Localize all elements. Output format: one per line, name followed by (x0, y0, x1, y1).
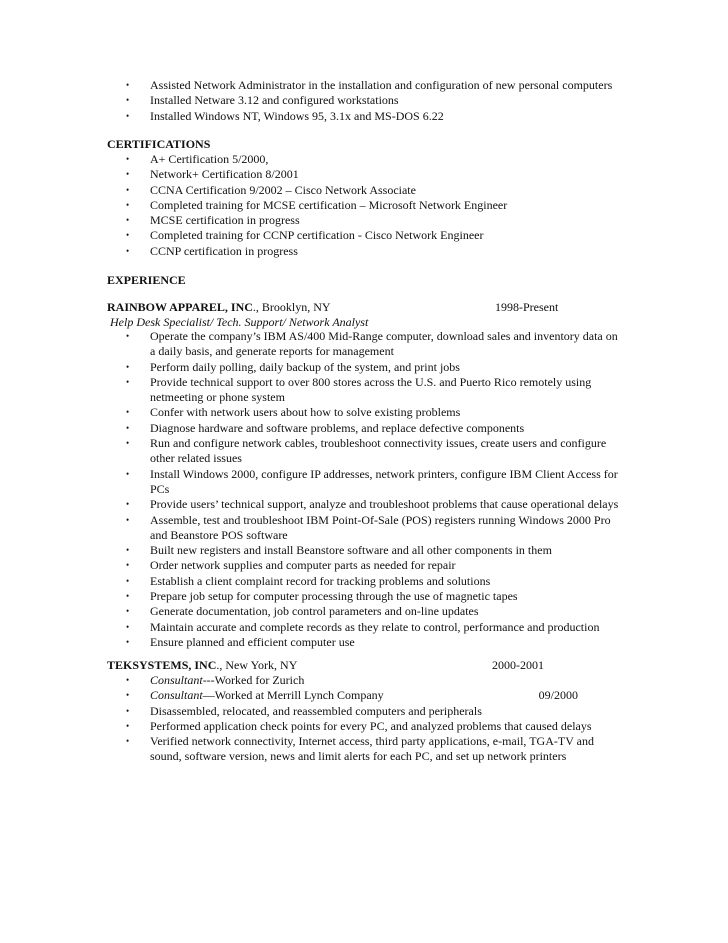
list-item: • Ensure planned and efficient computer use (126, 634, 355, 649)
list-item: • Built new registers and install Beanstore software and all other components in them (126, 543, 552, 558)
bullet-icon: • (126, 331, 130, 341)
list-item: • MCSE certification in progress (126, 213, 300, 228)
list-item: • Completed training for MCSE certification – Microsoft Network Engineer (126, 197, 508, 212)
bullet-icon: • (126, 720, 130, 731)
job-title: Help Desk Specialist/ Tech. Support/ Network Analyst (110, 315, 369, 329)
bullet-icon: • (126, 361, 130, 372)
bullet-icon: • (126, 621, 130, 632)
bullet-icon: • (126, 199, 130, 210)
company-name: TEKSYSTEMS, INC (107, 658, 217, 672)
list-item: • A+ Certification 5/2000, (126, 152, 269, 166)
list-item: • Establish a client complaint record for tracking problems and solutions (126, 573, 491, 588)
consultant-role: Consultant (150, 673, 203, 687)
bullet-icon: • (126, 545, 130, 556)
consultant-role: Consultant (150, 688, 203, 703)
bullet-icon: • (126, 230, 130, 241)
list-item: • Assisted Network Administrator in the installation and configuration of new personal computers (126, 78, 613, 92)
certifications-list (0, 152, 620, 259)
list-item: • Consultant---Worked for Zurich (126, 673, 305, 687)
bullet-icon: • (126, 169, 130, 180)
bullet-icon: • (126, 514, 130, 525)
bullet-icon: • (126, 591, 130, 602)
bullet-icon: • (126, 422, 130, 433)
list-item: • Perform daily polling, daily backup of the system, and print jobs (126, 359, 460, 374)
list-item: • Diagnose hardware and software problems, and replace defective components (126, 420, 525, 435)
bullet-icon: • (126, 499, 130, 510)
list-item: • Completed training for CCNP certification - Cisco Network Engineer (126, 228, 484, 243)
bullet-icon: • (126, 705, 130, 716)
certifications-heading: CERTIFICATIONS (107, 137, 211, 151)
bullet-icon: • (126, 110, 130, 121)
list-item: • Maintain accurate and complete records as they relate to control, performance and production (126, 619, 600, 634)
list-item: • Assemble, test and troubleshoot IBM Point-Of-Sale (POS) registers running Windows 2000 Pro and Beanstore POS software (126, 512, 611, 542)
list-item: • Generate documentation, job control parameters and on-line updates (126, 604, 479, 619)
bullet-icon: • (126, 407, 130, 418)
list-item: • Installed Windows NT, Windows 95, 3.1x and MS-DOS 6.22 (126, 108, 444, 123)
bullet-icon: • (126, 690, 130, 701)
list-item: • Prepare job setup for computer processing through the use of magnetic tapes (126, 589, 518, 604)
list-item: • Operate the company’s IBM AS/400 Mid-Range computer, download sales and inventory data on a daily basis, and generate reports for management (126, 329, 618, 359)
job-header-teksystems (107, 658, 627, 673)
job2-duties-list (0, 673, 620, 765)
bullet-icon: • (126, 560, 130, 571)
list-item: • Install Windows 2000, configure IP addresses, network printers, configure IBM Client Access for PCs (126, 466, 618, 496)
list-item: • Provide technical support to over 800 stores across the U.S. and Puerto Rico remotely using netmeeting or phone system (126, 374, 592, 405)
list-item: • Disassembled, relocated, and reassembled computers and peripherals (126, 703, 482, 718)
bullet-icon: • (126, 80, 130, 90)
bullet-icon: • (126, 215, 130, 226)
list-item: • Confer with network users about how to solve existing problems (126, 405, 461, 420)
company-location: ., New York, NY (216, 658, 298, 672)
bullet-icon: • (126, 245, 130, 256)
list-item: • Performed application check points for every PC, and analyzed problems that caused delays (126, 718, 592, 733)
bullet-icon: • (126, 154, 130, 164)
list-item: • Run and configure network cables, troubleshoot connectivity issues, create users and configure other related issues (126, 436, 607, 466)
bullet-icon: • (126, 438, 130, 449)
bullet-icon: • (126, 575, 130, 586)
assignment-date: 09/2000 (538, 688, 578, 703)
intro-bullet-list (0, 78, 620, 124)
list-item: • Verified network connectivity, Internet access, third party applications, e-mail, TGA-TV and sound, software version, news and limit alerts for each PC, and set up network printers (126, 734, 594, 764)
bullet-icon: • (126, 675, 130, 685)
job1-duties-list (0, 329, 620, 650)
job-header-rainbow (107, 300, 627, 315)
list-item: • Installed Netware 3.12 and configured workstations (126, 93, 399, 108)
bullet-icon: • (126, 636, 130, 647)
bullet-icon: • (126, 95, 130, 106)
company-location: ., Brooklyn, NY (252, 300, 331, 314)
list-item: • Provide users’ technical support, analyze and troubleshoot problems that cause operational delays (126, 497, 619, 512)
list-item: • Consultant—Worked at Merrill Lynch Company 09/2000 (126, 688, 578, 703)
bullet-icon: • (126, 606, 130, 617)
list-item: • CCNP certification in progress (126, 243, 298, 258)
list-item: • CCNA Certification 9/2002 – Cisco Network Associate (126, 182, 416, 197)
job-dates: 1998-Present (495, 300, 559, 314)
bullet-icon: • (126, 736, 130, 747)
bullet-icon: • (126, 376, 130, 387)
experience-heading: EXPERIENCE (107, 273, 186, 287)
job-dates: 2000-2001 (492, 658, 544, 672)
list-item: • Network+ Certification 8/2001 (126, 167, 299, 182)
bullet-icon: • (126, 184, 130, 195)
list-item: • Order network supplies and computer parts as needed for repair (126, 558, 456, 573)
company-name: RAINBOW APPAREL, INC (107, 300, 253, 314)
bullet-icon: • (126, 468, 130, 479)
